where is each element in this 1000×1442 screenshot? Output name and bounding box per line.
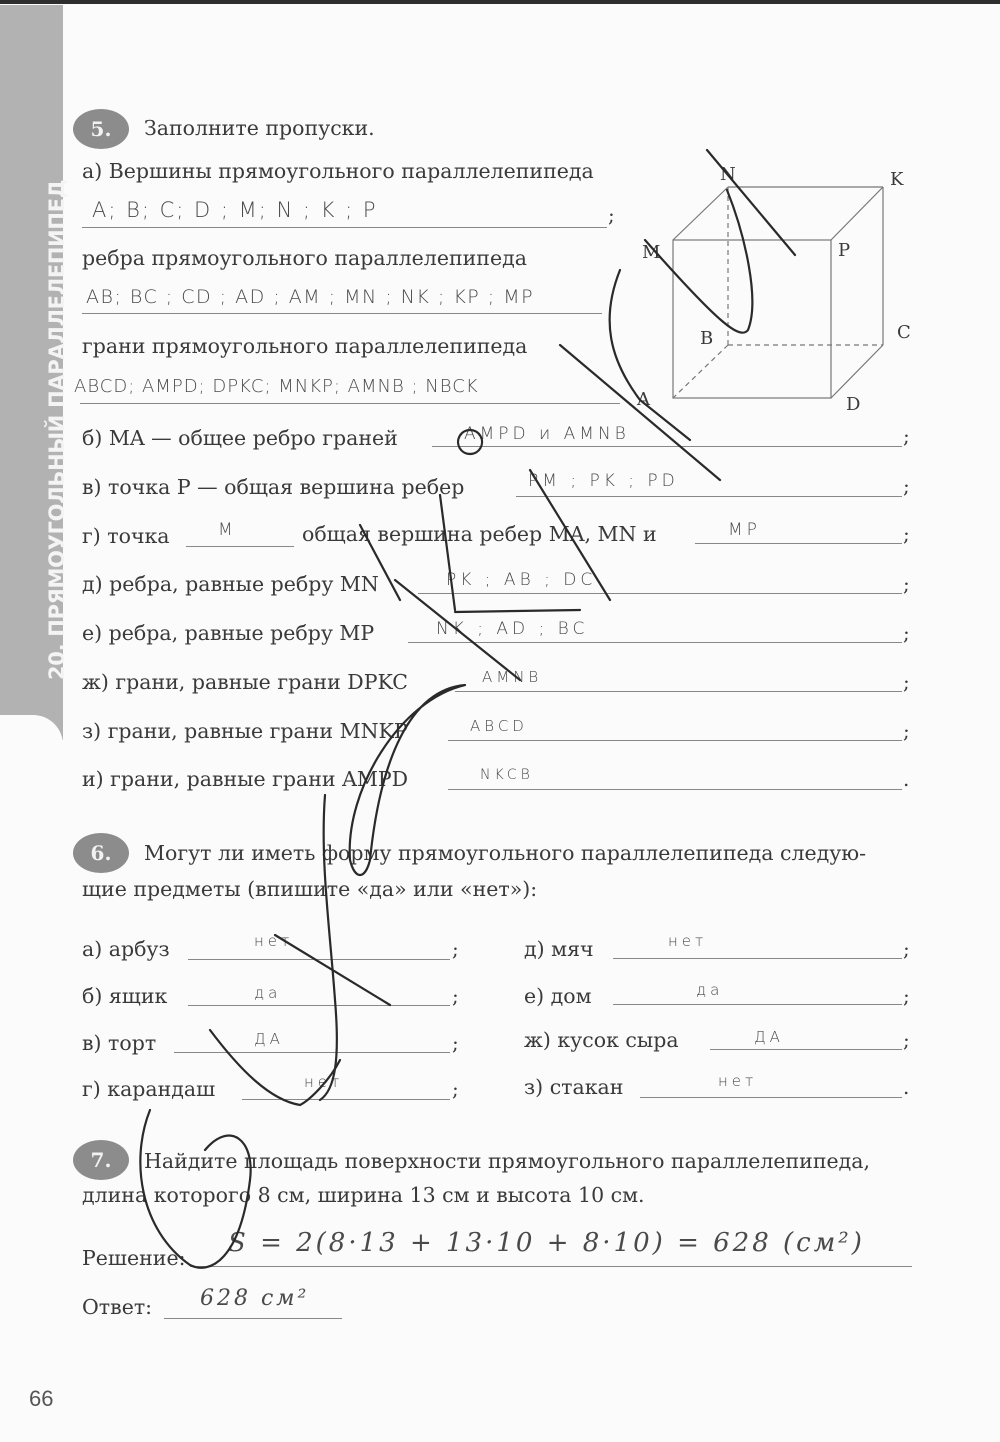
- task-6-item-answer[interactable]: нет: [304, 1073, 344, 1091]
- semicolon: ;: [903, 984, 910, 1008]
- semicolon: ;: [608, 203, 615, 227]
- answer-line: [418, 593, 902, 594]
- vertex-label-m: M: [642, 242, 661, 263]
- task-6-item-label: е) дом: [524, 984, 592, 1008]
- task-5i-answer[interactable]: NKCB: [480, 767, 534, 783]
- task-5d-label: д) ребра, равные ребру MN: [82, 572, 379, 596]
- semicolon: ;: [903, 719, 910, 743]
- answer-line: [448, 740, 902, 741]
- vertex-label-c: C: [897, 322, 911, 343]
- answer-line: [80, 403, 620, 404]
- answer-line: [188, 1005, 450, 1006]
- task-5v-answer[interactable]: PM ; PK ; PD: [528, 471, 679, 491]
- answer-line: [408, 642, 902, 643]
- answer-line: [82, 313, 602, 314]
- semicolon: ;: [903, 670, 910, 694]
- task-5b-label: б) MA — общее ребро граней: [82, 426, 398, 450]
- semicolon: ;: [452, 984, 459, 1008]
- task-6-item-answer[interactable]: нет: [254, 932, 294, 950]
- task-5z-answer[interactable]: ABCD: [470, 717, 528, 735]
- task-6-title-line1: Могут ли иметь форму прямоугольного параллелепипеда следую-: [144, 841, 867, 865]
- vertex-label-p: P: [838, 240, 851, 261]
- answer-line: [613, 1004, 902, 1005]
- task-6-title-line2: щие предметы (впишите «да» или «нет»):: [82, 877, 538, 901]
- task-7-badge: 7.: [73, 1140, 129, 1180]
- semicolon: ;: [903, 1028, 910, 1052]
- task-7-answer-value[interactable]: 628 см²: [200, 1286, 310, 1311]
- task-5z-label: з) грани, равные грани MNKP: [82, 719, 408, 743]
- task-6-item-label: г) карандаш: [82, 1077, 216, 1101]
- semicolon: ;: [452, 1031, 459, 1055]
- page-top-edge: [0, 0, 1000, 4]
- semicolon: ;: [903, 621, 910, 645]
- task-6-item-answer[interactable]: ДА: [754, 1028, 784, 1046]
- answer-line: [695, 543, 902, 544]
- task-5-title: Заполните пропуски.: [144, 116, 375, 140]
- task-5a-edges-answer[interactable]: AB; BC ; CD ; AD ; AM ; MN ; NK ; KP ; MP: [86, 286, 535, 308]
- task-5zh-label: ж) грани, равные грани DPKC: [82, 670, 408, 694]
- answer-line: [164, 1318, 342, 1319]
- answer-line: [516, 496, 902, 497]
- task-6-item-answer[interactable]: да: [254, 984, 282, 1002]
- task-5b-answer[interactable]: AMPD и AMNB: [464, 424, 630, 444]
- semicolon: ;: [903, 572, 910, 596]
- task-6-item-answer[interactable]: нет: [668, 932, 708, 950]
- answer-line: [432, 446, 902, 447]
- answer-line: [190, 1266, 912, 1267]
- vertex-label-b: B: [700, 328, 714, 349]
- task-6-item-label: а) арбуз: [82, 937, 170, 961]
- task-5a-vertices-answer[interactable]: A; B; C; D ; M; N ; K ; P: [92, 198, 378, 222]
- task-6-item-answer[interactable]: ДА: [254, 1030, 284, 1048]
- task-5i-label: и) грани, равные грани AMPD: [82, 767, 409, 791]
- task-6-item-label: б) ящик: [82, 984, 168, 1008]
- period: .: [903, 1075, 910, 1099]
- task-7-solution-answer[interactable]: S = 2(8·13 + 13·10 + 8·10) = 628 (см²): [228, 1228, 865, 1258]
- task-5e-label: е) ребра, равные ребру MP: [82, 621, 375, 645]
- task-5g-answer-1[interactable]: M: [218, 520, 237, 540]
- task-6-item-label: ж) кусок сыра: [524, 1028, 679, 1052]
- answer-line: [186, 546, 294, 547]
- semicolon: ;: [903, 424, 910, 448]
- answer-line: [82, 227, 607, 228]
- task-6-item-label: д) мяч: [524, 937, 594, 961]
- answer-line: [188, 959, 450, 960]
- semicolon: ;: [452, 1077, 459, 1101]
- task-5g-label-mid: общая вершина ребер MA, MN и: [302, 522, 657, 546]
- task-5a-vertices-label: а) Вершины прямоугольного параллелепипеда: [82, 159, 594, 183]
- task-5e-answer[interactable]: NK ; AD ; BC: [436, 619, 589, 639]
- answer-line: [242, 1099, 450, 1100]
- task-7-answer-label: Ответ:: [82, 1295, 153, 1319]
- semicolon: ;: [452, 937, 459, 961]
- task-5g-label-pre: г) точка: [82, 524, 170, 548]
- chapter-title: 20. ПРЯМОУГОЛЬНЫЙ ПАРАЛЛЕЛЕПИПЕД: [45, 179, 69, 680]
- answer-line: [455, 691, 902, 692]
- task-6-item-label: в) торт: [82, 1031, 157, 1055]
- task-6-item-answer[interactable]: нет: [718, 1072, 758, 1090]
- task-5zh-answer[interactable]: AMNB: [482, 668, 543, 686]
- task-5-badge: 5.: [73, 109, 129, 149]
- answer-line: [448, 789, 902, 790]
- vertex-label-d: D: [846, 394, 861, 415]
- task-7-solution-label: Решение:: [82, 1246, 186, 1270]
- page-number: 66: [29, 1386, 54, 1411]
- semicolon: ;: [903, 937, 910, 961]
- task-5a-faces-label: грани прямоугольного параллелепипеда: [82, 334, 528, 358]
- answer-line: [613, 958, 902, 959]
- task-5a-edges-label: ребра прямоугольного параллелепипеда: [82, 246, 527, 270]
- vertex-label-n: N: [720, 164, 736, 185]
- task-6-badge: 6.: [73, 833, 129, 873]
- task-5g-answer-2[interactable]: MP: [728, 520, 761, 540]
- period: .: [903, 767, 910, 791]
- task-7-title-line1: Найдите площадь поверхности прямоугольного параллелепипеда,: [144, 1149, 870, 1173]
- answer-line: [710, 1049, 902, 1050]
- vertex-label-a: A: [637, 389, 650, 410]
- answer-line: [640, 1097, 902, 1098]
- task-5a-faces-answer[interactable]: ABCD; AMPD; DPKC; MNKP; AMNB ; NBCK: [74, 376, 479, 397]
- vertex-label-k: K: [890, 169, 904, 190]
- semicolon: ;: [903, 522, 910, 546]
- task-7-title-line2: длина которого 8 см, ширина 13 см и высота 10 см.: [82, 1183, 645, 1207]
- task-6-item-label: з) стакан: [524, 1075, 624, 1099]
- task-6-item-answer[interactable]: да: [696, 981, 724, 999]
- task-5v-label: в) точка P — общая вершина ребер: [82, 475, 465, 499]
- semicolon: ;: [903, 474, 910, 498]
- task-5d-answer[interactable]: PK ; AB ; DC: [446, 570, 597, 590]
- answer-line: [174, 1052, 450, 1053]
